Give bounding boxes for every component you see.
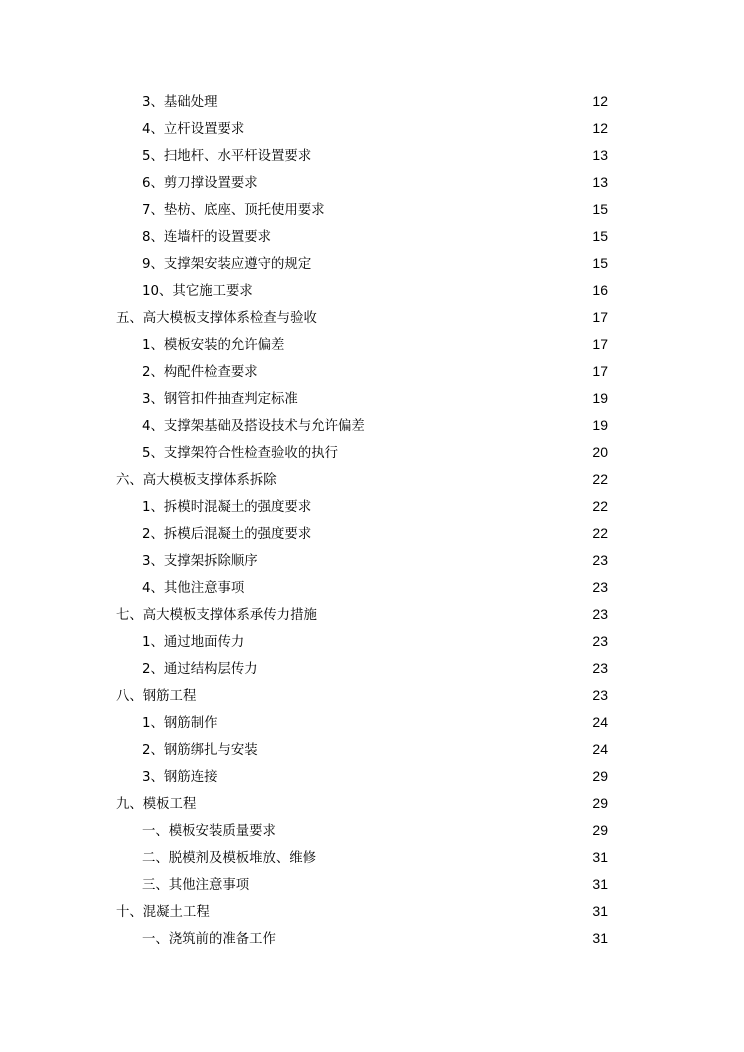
toc-entry-title: 4、立杆设置要求 xyxy=(142,122,245,137)
toc-entry-title: 4、其他注意事项 xyxy=(142,581,245,596)
toc-dot-leader xyxy=(255,294,591,295)
toc-entry-title: 2、通过结构层传力 xyxy=(142,662,258,677)
toc-page-number: 17 xyxy=(592,363,608,379)
toc-page-number: 23 xyxy=(592,633,608,649)
toc-section-entry[interactable] xyxy=(0,250,744,277)
toc-section-entry[interactable] xyxy=(0,817,744,844)
toc-dot-leader xyxy=(367,429,591,430)
toc-dot-leader xyxy=(313,537,590,538)
toc-dot-leader xyxy=(300,402,591,403)
toc-dot-leader xyxy=(246,132,590,133)
toc-dot-leader xyxy=(198,807,590,808)
toc-entry-title: 1、通过地面传力 xyxy=(142,635,245,650)
toc-entry-title: 6、剪刀撑设置要求 xyxy=(142,176,258,191)
toc-dot-leader xyxy=(212,915,591,916)
toc-dot-leader xyxy=(219,726,590,727)
toc-entry-title: 5、支撑架符合性检查验收的执行 xyxy=(142,446,338,461)
toc-dot-leader xyxy=(279,483,591,484)
toc-page-number: 15 xyxy=(592,228,608,244)
toc-dot-leader xyxy=(278,834,591,835)
toc-dot-leader xyxy=(219,105,590,106)
toc-page-number: 29 xyxy=(592,795,608,811)
toc-dot-leader xyxy=(260,753,591,754)
toc-page-number: 13 xyxy=(592,147,608,163)
toc-section-entry[interactable] xyxy=(0,871,744,898)
toc-dot-leader xyxy=(246,591,590,592)
toc-page-number: 24 xyxy=(592,741,608,757)
toc-page-number: 17 xyxy=(592,336,608,352)
toc-section-entry[interactable] xyxy=(0,358,744,385)
toc-dot-leader xyxy=(260,672,591,673)
toc-entry-title: 2、构配件检查要求 xyxy=(142,365,258,380)
toc-chapter-entry[interactable] xyxy=(0,466,744,493)
toc-page-number: 19 xyxy=(592,390,608,406)
toc-page-number: 23 xyxy=(592,687,608,703)
toc-dot-leader xyxy=(319,618,591,619)
toc-dot-leader xyxy=(260,186,591,187)
toc-page-number: 31 xyxy=(592,876,608,892)
toc-section-entry[interactable] xyxy=(0,223,744,250)
toc-chapter-entry[interactable] xyxy=(0,682,744,709)
toc-page-number: 12 xyxy=(592,93,608,109)
toc-dot-leader xyxy=(327,213,591,214)
toc-dot-leader xyxy=(313,159,590,160)
toc-dot-leader xyxy=(260,564,591,565)
toc-dot-leader xyxy=(313,510,590,511)
toc-entry-title: 六、高大模板支撑体系拆除 xyxy=(116,473,277,488)
toc-entry-title: 3、钢管扣件抽查判定标准 xyxy=(142,392,298,407)
toc-page-number: 22 xyxy=(592,471,608,487)
toc-section-entry[interactable] xyxy=(0,655,744,682)
toc-entry-title: 2、拆模后混凝土的强度要求 xyxy=(142,527,312,542)
toc-page-number: 29 xyxy=(592,768,608,784)
toc-page-number: 31 xyxy=(592,930,608,946)
toc-section-entry[interactable] xyxy=(0,439,744,466)
toc-section-entry[interactable] xyxy=(0,142,744,169)
toc-section-entry[interactable] xyxy=(0,493,744,520)
toc-page-number: 23 xyxy=(592,606,608,622)
toc-section-entry[interactable] xyxy=(0,925,744,952)
toc-entry-title: 十、混凝土工程 xyxy=(116,905,210,920)
toc-entry-title: 一、浇筑前的准备工作 xyxy=(142,932,276,947)
toc-page-number: 23 xyxy=(592,660,608,676)
table-of-contents xyxy=(0,88,744,952)
toc-entry-title: 八、钢筋工程 xyxy=(116,689,197,704)
toc-page-number: 17 xyxy=(592,309,608,325)
toc-section-entry[interactable] xyxy=(0,547,744,574)
toc-dot-leader xyxy=(198,699,590,700)
toc-section-entry[interactable] xyxy=(0,574,744,601)
toc-entry-title: 4、支撑架基础及搭设技术与允许偏差 xyxy=(142,419,365,434)
toc-section-entry[interactable] xyxy=(0,709,744,736)
toc-entry-title: 1、模板安装的允许偏差 xyxy=(142,338,285,353)
toc-entry-title: 3、钢筋连接 xyxy=(142,770,218,785)
toc-entry-title: 3、支撑架拆除顺序 xyxy=(142,554,258,569)
toc-dot-leader xyxy=(340,456,590,457)
toc-dot-leader xyxy=(278,942,591,943)
toc-entry-title: 1、钢筋制作 xyxy=(142,716,218,731)
toc-chapter-entry[interactable] xyxy=(0,898,744,925)
toc-entry-title: 10、其它施工要求 xyxy=(142,284,253,299)
toc-entry-title: 五、高大模板支撑体系检查与验收 xyxy=(116,311,317,326)
toc-page-number: 23 xyxy=(592,579,608,595)
toc-page-number: 23 xyxy=(592,552,608,568)
toc-page-number: 15 xyxy=(592,255,608,271)
toc-entry-title: 8、连墙杆的设置要求 xyxy=(142,230,272,245)
toc-page-number: 12 xyxy=(592,120,608,136)
toc-section-entry[interactable] xyxy=(0,385,744,412)
toc-section-entry[interactable] xyxy=(0,763,744,790)
toc-section-entry[interactable] xyxy=(0,169,744,196)
toc-section-entry[interactable] xyxy=(0,115,744,142)
toc-section-entry[interactable] xyxy=(0,88,744,115)
toc-dot-leader xyxy=(260,375,591,376)
toc-chapter-entry[interactable] xyxy=(0,601,744,628)
toc-page-number: 31 xyxy=(592,849,608,865)
toc-dot-leader xyxy=(273,240,590,241)
toc-dot-leader xyxy=(251,888,590,889)
toc-page-number: 24 xyxy=(592,714,608,730)
toc-entry-title: 9、支撑架安装应遵守的规定 xyxy=(142,257,312,272)
toc-dot-leader xyxy=(219,780,590,781)
toc-dot-leader xyxy=(319,321,591,322)
toc-page-number: 31 xyxy=(592,903,608,919)
toc-section-entry[interactable] xyxy=(0,331,744,358)
toc-entry-title: 5、扫地杆、水平杆设置要求 xyxy=(142,149,312,164)
toc-page-number: 22 xyxy=(592,525,608,541)
toc-page-number: 20 xyxy=(592,444,608,460)
toc-page-number: 16 xyxy=(592,282,608,298)
toc-page-number: 22 xyxy=(592,498,608,514)
toc-section-entry[interactable] xyxy=(0,844,744,871)
toc-section-entry[interactable] xyxy=(0,277,744,304)
toc-section-entry[interactable] xyxy=(0,520,744,547)
toc-chapter-entry[interactable] xyxy=(0,304,744,331)
toc-entry-title: 3、基础处理 xyxy=(142,95,218,110)
toc-dot-leader xyxy=(313,267,590,268)
toc-section-entry[interactable] xyxy=(0,736,744,763)
toc-page-number: 13 xyxy=(592,174,608,190)
toc-dot-leader xyxy=(318,861,590,862)
toc-entry-title: 2、钢筋绑扎与安装 xyxy=(142,743,258,758)
toc-chapter-entry[interactable] xyxy=(0,790,744,817)
toc-section-entry[interactable] xyxy=(0,196,744,223)
toc-dot-leader xyxy=(246,645,590,646)
toc-entry-title: 九、模板工程 xyxy=(116,797,197,812)
toc-entry-title: 七、高大模板支撑体系承传力措施 xyxy=(116,608,317,623)
toc-entry-title: 三、其他注意事项 xyxy=(142,878,250,893)
toc-entry-title: 二、脱模剂及模板堆放、维修 xyxy=(142,851,317,866)
toc-section-entry[interactable] xyxy=(0,628,744,655)
toc-entry-title: 1、拆模时混凝土的强度要求 xyxy=(142,500,312,515)
toc-dot-leader xyxy=(286,348,590,349)
toc-entry-title: 7、垫枋、底座、顶托使用要求 xyxy=(142,203,325,218)
toc-page-number: 19 xyxy=(592,417,608,433)
toc-entry-title: 一、模板安装质量要求 xyxy=(142,824,276,839)
toc-page-number: 15 xyxy=(592,201,608,217)
toc-page-number: 29 xyxy=(592,822,608,838)
toc-section-entry[interactable] xyxy=(0,412,744,439)
